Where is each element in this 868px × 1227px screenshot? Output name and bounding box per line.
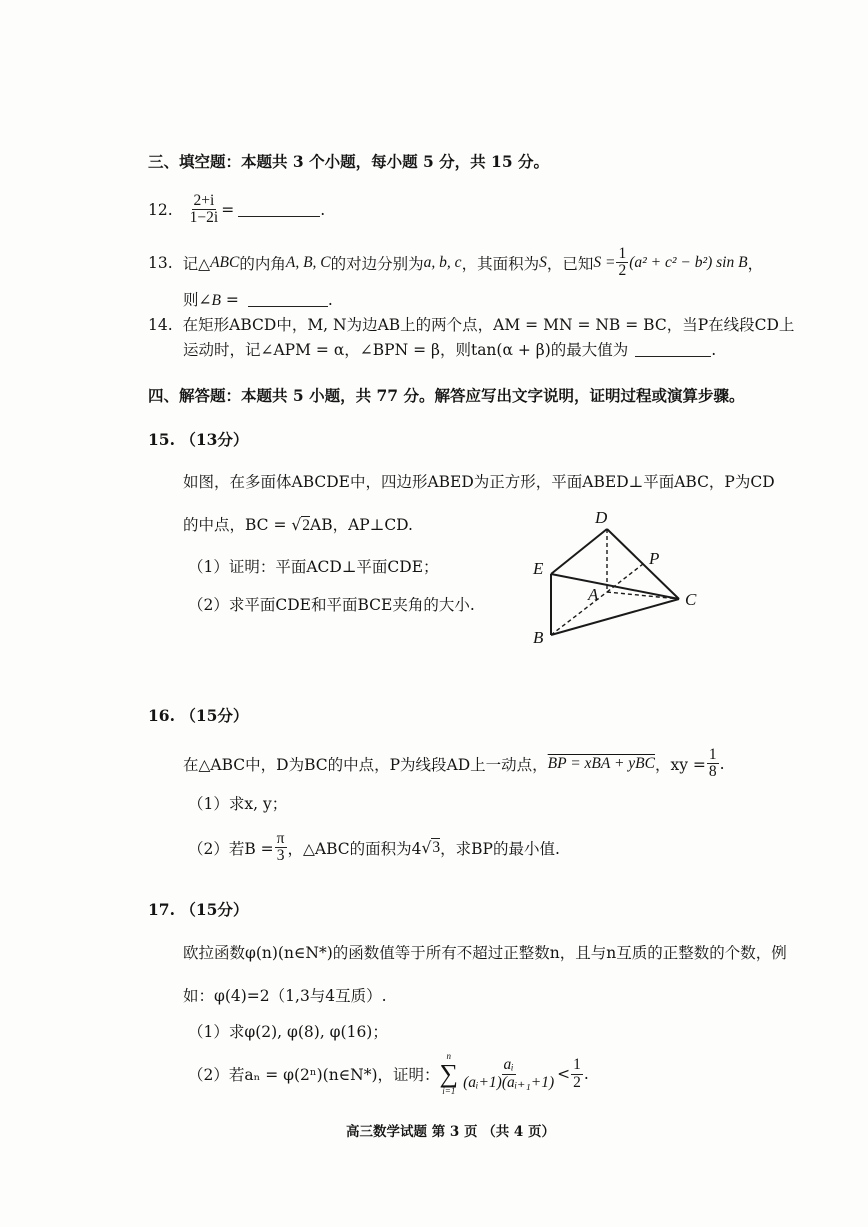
q15-line2-text-a: 的中点，BC = <box>183 516 292 534</box>
q13-line2-end: . <box>327 291 333 309</box>
question-16-part-2: （2）若B = $\frac{\pi}{3}$ ，△ABC的面积为4 √ 3 ，求BP的最小值. <box>188 830 560 865</box>
q16-line1-text-a: 在△ABC中，D为BC的中点，P为线段AD上一动点， <box>183 755 548 774</box>
section-4-heading: 四、解答题：本题共 5 小题，共 77 分。解答应写出文字说明，证明过程或演算步骤。 <box>148 386 745 405</box>
q13-text-end: ， <box>747 254 764 273</box>
q16-part2-text-c: ，求BP的最小值. <box>440 839 560 858</box>
q13-text-e: ，已知 <box>546 254 594 273</box>
label-C: C <box>685 590 697 609</box>
q17-sum-fraction <box>461 1057 556 1091</box>
edge-BC <box>551 599 679 635</box>
question-12-equals: = <box>221 200 235 219</box>
q17-sum-denominator: (aᵢ+1)(aᵢ₊₁+1) <box>463 1073 555 1091</box>
question-14-answer-blank <box>635 342 711 357</box>
question-14-number: 14. <box>148 316 173 334</box>
question-15-part-1: （1）证明：平面ACD⊥平面CDE； <box>188 558 439 576</box>
sum-lower-limit: i=1 <box>442 1086 456 1096</box>
question-15-line-2: 的中点，BC = √2AB，AP⊥CD. <box>183 516 413 534</box>
question-17-title: 17. （15分） <box>148 900 249 919</box>
edge-ED <box>551 529 607 574</box>
q13-text-b: 的内角 <box>239 254 286 273</box>
q16-pi-numerator: π <box>276 830 285 847</box>
question-17-part-2 <box>188 1052 589 1096</box>
q13-sides: a, b, c <box>423 253 462 271</box>
q17-part2-text: （2）若aₙ = φ(2ⁿ)(n∈N*)，证明： <box>188 1066 440 1084</box>
label-E: E <box>533 559 544 578</box>
label-D: D <box>595 508 608 527</box>
q14-line2-end: . <box>711 341 717 359</box>
q16-vector-equation: BP = xBA + yBC <box>547 754 655 772</box>
question-12-denominator: 1−2i <box>189 209 219 227</box>
q13-line2-equals: = <box>220 291 239 309</box>
q15-line2-text-b: AB，AP⊥CD. <box>310 516 413 534</box>
question-14-line-2 <box>183 338 716 360</box>
q16-line1-end: . <box>719 754 725 773</box>
question-12-answer-blank <box>238 202 320 217</box>
summation-symbol: n ∑ i=1 <box>439 1051 459 1096</box>
question-12 <box>148 193 325 227</box>
question-13-answer-blank <box>248 292 328 307</box>
question-16-line-1 <box>183 747 725 781</box>
question-15-title: 15. （13分） <box>148 430 249 449</box>
q16-sqrt-radicand: 3 <box>432 839 441 857</box>
q17-less-than: < <box>557 1065 571 1083</box>
q16-fraction-numerator: 1 <box>708 746 717 763</box>
q14-line1-text: 在矩形ABCD中，M, N为边AB上的两个点，AM = MN = NB = BC，当P在线段CD上 <box>182 316 795 334</box>
question-13-line-2 <box>183 288 333 310</box>
question-12-number: 12. <box>148 200 173 219</box>
question-16-part-1: （1）求x, y； <box>188 795 288 813</box>
label-A: A <box>588 585 599 604</box>
q13-half-denominator: 2 <box>618 262 627 280</box>
question-15-line-1: 如图，在多面体ABCDE中，四边形ABED为正方形，平面ABED⊥平面ABC，P为CD <box>183 473 775 491</box>
q13-triangle-name: ABC <box>210 253 240 271</box>
q13-text-c: 的对边分别为 <box>330 254 424 273</box>
polyhedron-figure <box>520 508 720 653</box>
question-13-number: 13. <box>148 253 173 272</box>
q16-part2-text-a: （2）若B = <box>188 839 274 858</box>
q13-formula-rhs: (a² + c² − b²) sin B <box>629 253 748 271</box>
q16-pi-denominator: 3 <box>276 847 285 865</box>
edge-AC <box>607 592 679 599</box>
question-13-line-1 <box>148 246 763 280</box>
q13-text-a: 记△ <box>182 254 211 273</box>
q13-line2-text: 则∠ <box>183 291 212 309</box>
q17-half-denominator: 2 <box>573 1073 581 1091</box>
q16-line1-text-b: ，xy = <box>654 755 706 774</box>
page-footer: 高三数学试题 第 3 页 （共 4 页） <box>346 1124 555 1140</box>
q16-pi-fraction <box>275 831 287 865</box>
q13-angle-b: B <box>211 292 221 309</box>
q17-half-fraction <box>571 1057 583 1091</box>
edge-BA <box>551 592 607 635</box>
q16-fraction-denominator: 8 <box>708 763 717 781</box>
q17-sum-numerator: aᵢ <box>503 1056 514 1074</box>
q17-part2-end: . <box>583 1065 589 1083</box>
section-3-heading: 三、填空题：本题共 3 个小题，每小题 5 分，共 15 分。 <box>148 152 550 171</box>
q15-sqrt-radicand: 2 <box>302 517 311 534</box>
question-17-line-1: 欧拉函数φ(n)(n∈N*)的函数值等于所有不超过正整数n，且与n互质的正整数的个数，例 <box>183 944 787 962</box>
label-B: B <box>533 628 544 647</box>
label-P: P <box>649 549 660 568</box>
q13-formula-lhs: S = <box>593 253 616 271</box>
question-12-end: . <box>320 200 326 219</box>
q17-half-numerator: 1 <box>573 1056 581 1074</box>
q13-angles: A, B, C <box>285 253 331 271</box>
question-12-numerator: 2+i <box>193 192 215 209</box>
q13-text-d: ，其面积为 <box>461 254 540 273</box>
q13-half-fraction <box>616 246 628 280</box>
question-14-line-1 <box>148 313 794 335</box>
sum-upper-limit: n <box>446 1051 452 1061</box>
q14-line2-text: 运动时，记∠APM = α，∠BPN = β，则tan(α + β)的最大值为 <box>183 341 629 359</box>
question-17-line-2: 如：φ(4)=2（1,3与4互质）. <box>183 987 387 1005</box>
question-17-part-1: （1）求φ(2), φ(8), φ(16)； <box>188 1023 388 1041</box>
question-16-title: 16. （15分） <box>148 706 249 725</box>
q16-part2-text-b: ，△ABC的面积为4 <box>287 839 422 858</box>
question-12-fraction <box>188 193 221 227</box>
q13-half-numerator: 1 <box>618 245 627 262</box>
q16-fraction <box>707 747 719 781</box>
q13-area-symbol: S <box>539 253 547 271</box>
question-15-part-2: （2）求平面CDE和平面BCE夹角的大小. <box>188 596 475 614</box>
